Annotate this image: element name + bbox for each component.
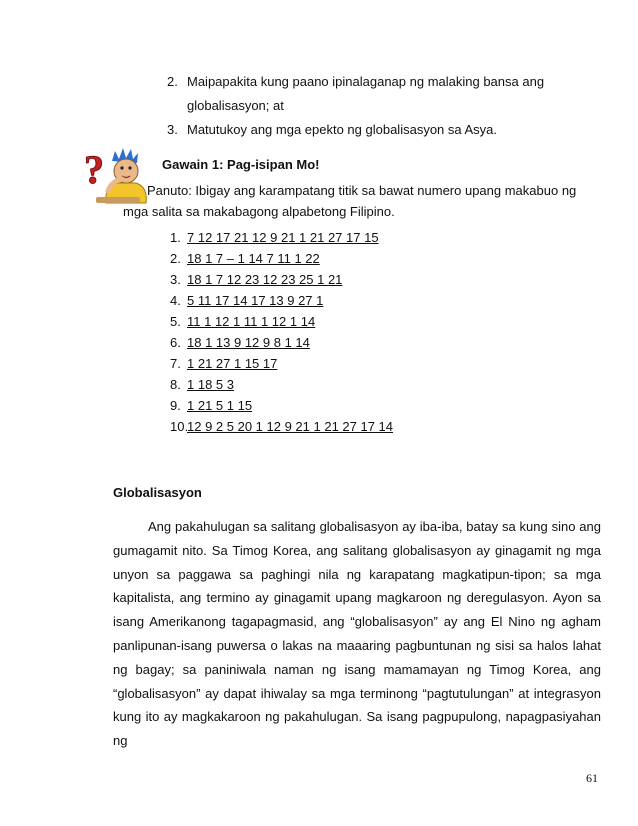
- objective-text: Matutukoy ang mga epekto ng globalisasyon sa Asya.: [187, 122, 498, 137]
- item-code: 1 18 5 3: [187, 377, 234, 392]
- item-code: 18 1 13 9 12 9 8 1 14: [187, 335, 310, 350]
- activity-item: [170, 313, 315, 330]
- activity-item: [170, 418, 393, 435]
- item-number: 10.: [170, 419, 189, 434]
- objective-item-2-continuation: globalisasyon; at: [187, 98, 284, 113]
- activity-instructions-line2: mga salita sa makabagong alpabetong Filipino.: [123, 204, 395, 219]
- item-code: 18 1 7 12 23 12 23 25 1 21: [187, 272, 343, 287]
- thinking-student-question-mark-icon: [82, 143, 152, 205]
- activity-title: Gawain 1: Pag-isipan Mo!: [162, 157, 320, 172]
- item-number: 1.: [170, 230, 181, 245]
- item-code: 18 1 7 – 1 14 7 11 1 22: [187, 251, 320, 266]
- item-number: 3.: [170, 272, 181, 287]
- item-code: 11 1 12 1 11 1 12 1 14: [187, 314, 316, 329]
- activity-instructions-line1: Panuto: Ibigay ang karampatang titik sa bawat numero upang makabuo ng: [147, 183, 577, 198]
- activity-item: [170, 376, 234, 393]
- item-number: 7.: [170, 356, 181, 371]
- item-number: 6.: [170, 335, 181, 350]
- objective-number: 3.: [167, 122, 178, 137]
- section-paragraph: Ang pakahulugan sa salitang globalisasyon ay iba-iba, batay sa kung sino ang gumagamit nito. Sa Timog Korea, ang salitang globalisasyon ay ginagamit ng mga unyon sa paggawa sa paghingi nila ng karapatang magkatipun-tipon; sa mga kapitalista, ang termino ay ginagamit upang magkaroon ng deregulasyon. Ayon sa isang Amerikanong tagapagmasid, ang “globalisasyon” ay ang El Nino ng agham panlipunan-isang puwersa o lakas na maaaring pagbuntunan ng sisi sa halos lahat ng bagay; sa paniniwala naman ng isang mamamayan ng Timog Korea, ang “globalisasyon” ay dapat ihiwalay sa mga terminong “pagtutulungan” at integrasyon kung ito ay magkakaroon ng pakahulugan. Sa isang pagpupulong, napagpasiyahan ng: [113, 519, 601, 749]
- item-number: 8.: [170, 377, 181, 392]
- page-number: 61: [586, 771, 598, 785]
- item-code: 5 11 17 14 17 13 9 27 1: [187, 293, 324, 308]
- item-number: 2.: [170, 251, 181, 266]
- item-code: 1 21 27 1 15 17: [187, 356, 278, 371]
- svg-text:?: ?: [84, 147, 104, 192]
- objective-item-3: [167, 120, 497, 139]
- activity-item: [170, 229, 379, 246]
- item-code: 12 9 2 5 20 1 12 9 21 1 21 27 17 14: [187, 419, 394, 434]
- activity-item: [170, 334, 310, 351]
- item-number: 5.: [170, 314, 181, 329]
- item-number: 9.: [170, 398, 181, 413]
- objective-item-2: [167, 72, 544, 91]
- objective-number: 2.: [167, 74, 178, 89]
- activity-item: [170, 397, 252, 414]
- section-title: Globalisasyon: [113, 485, 202, 500]
- objective-text: Maipapakita kung paano ipinalaganap ng malaking bansa ang: [187, 74, 545, 89]
- activity-item: [170, 292, 323, 309]
- activity-item: [170, 250, 320, 267]
- item-code: 7 12 17 21 12 9 21 1 21 27 17 15: [187, 230, 379, 245]
- item-code: 1 21 5 1 15: [187, 398, 253, 413]
- activity-item: [170, 355, 277, 372]
- item-number: 4.: [170, 293, 181, 308]
- activity-item: [170, 271, 342, 288]
